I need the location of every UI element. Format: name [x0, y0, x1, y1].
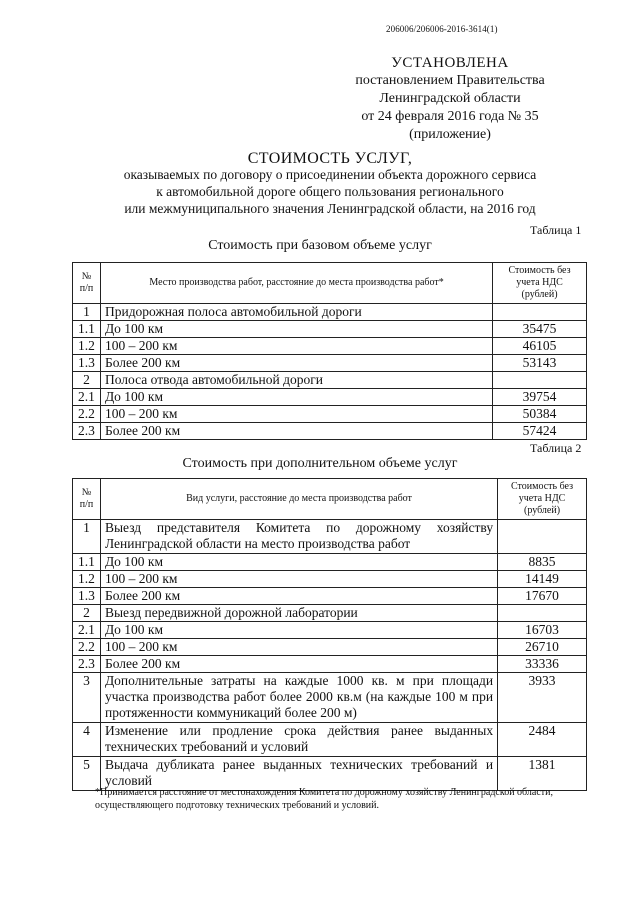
- cell-cost: [498, 520, 587, 554]
- table-row: [73, 554, 587, 571]
- table2-header-cost: Стоимость без учета НДС (рублей): [498, 479, 587, 520]
- cell-desc: Выезд передвижной дорожной лаборатории: [100, 605, 497, 622]
- subtitle-line-2: к автомобильной дороге общего пользования регионального: [156, 184, 504, 199]
- cell-cost: 16703: [498, 622, 587, 639]
- cell-num: 1.3: [73, 588, 101, 605]
- cell-num: 1.3: [73, 355, 101, 372]
- table2-caption: Стоимость при дополнительном объеме услуг: [182, 456, 458, 471]
- cell-cost: 1381: [498, 757, 587, 791]
- table1-caption: Стоимость при базовом объеме услуг: [208, 238, 432, 253]
- cell-desc: Изменение или продление срока действия ранее выданных технических требований и условий: [100, 723, 497, 757]
- cell-cost: 33336: [498, 656, 587, 673]
- table-additional-services: [72, 478, 587, 791]
- cell-desc: До 100 км: [100, 622, 497, 639]
- cell-cost: 3933: [498, 673, 587, 723]
- cell-num: 2: [73, 372, 101, 389]
- cell-cost: 17670: [498, 588, 587, 605]
- cell-desc: Более 200 км: [100, 355, 492, 372]
- cell-desc: Дополнительные затраты на каждые 1000 кв. м при площади участка производства работ более 2000 кв.м (на каждые 100 м при протяженности коммуникаций более 200 м): [100, 673, 497, 723]
- table-row: [73, 372, 587, 389]
- cell-desc: 100 – 200 км: [100, 639, 497, 656]
- document-subtitle: [60, 166, 600, 217]
- table1-header-num: № п/п: [73, 263, 101, 304]
- table1-header-cost: Стоимость без учета НДС (рублей): [493, 263, 587, 304]
- table2-header-desc: Вид услуги, расстояние до места производства работ: [100, 479, 497, 520]
- cell-num: 3: [73, 673, 101, 723]
- table1-header-row: [73, 263, 587, 304]
- subtitle-line-3: или межмуниципального значения Ленинградской области, на 2016 год: [124, 201, 536, 216]
- cell-cost: 53143: [493, 355, 587, 372]
- cell-num: 1.1: [73, 554, 101, 571]
- cell-cost: 8835: [498, 554, 587, 571]
- cell-num: 1.2: [73, 571, 101, 588]
- table-row: [73, 639, 587, 656]
- approval-block: [300, 54, 600, 144]
- cell-desc: Полоса отвода автомобильной дороги: [100, 372, 492, 389]
- table-row: [73, 656, 587, 673]
- table-row: [73, 673, 587, 723]
- cell-cost: 50384: [493, 406, 587, 423]
- table-row: [73, 423, 587, 440]
- table-row: [73, 622, 587, 639]
- table-row: [73, 321, 587, 338]
- table-row: [73, 338, 587, 355]
- footnote: *Принимается расстояние от местонахождения Комитета по дорожному хозяйству Ленинградской области, осуществляющего подготовку технических требований и условий.: [95, 787, 553, 811]
- subtitle-line-1: оказываемых по договору о присоединении объекта дорожного сервиса: [123, 167, 537, 182]
- cell-desc: 100 – 200 км: [100, 406, 492, 423]
- table-row: [73, 406, 587, 423]
- cell-cost: [493, 372, 587, 389]
- approval-line-5: (приложение): [409, 127, 491, 142]
- cell-num: 2.2: [73, 639, 101, 656]
- cell-num: 2.1: [73, 389, 101, 406]
- table2-header-num: № п/п: [73, 479, 101, 520]
- table1-header-desc: Место производства работ, расстояние до места производства работ*: [100, 263, 492, 304]
- cell-num: 1.2: [73, 338, 101, 355]
- approval-line-2: постановлением Правительства: [355, 73, 545, 88]
- cell-desc: До 100 км: [100, 554, 497, 571]
- cell-desc: 100 – 200 км: [100, 338, 492, 355]
- approval-line-4: от 24 февраля 2016 года № 35: [361, 109, 539, 124]
- cell-desc: 100 – 200 км: [100, 571, 497, 588]
- table-row: [73, 605, 587, 622]
- cell-desc: Выдача дубликата ранее выданных технических требований и условий: [100, 757, 497, 791]
- cell-num: 1.1: [73, 321, 101, 338]
- cell-cost: 39754: [493, 389, 587, 406]
- table-base-services: [72, 262, 587, 440]
- cell-cost: 46105: [493, 338, 587, 355]
- cell-desc: Выезд представителя Комитета по дорожному хозяйству Ленинградской области на место производства работ: [100, 520, 497, 554]
- table-row: [73, 520, 587, 554]
- cell-num: 2.3: [73, 423, 101, 440]
- cell-num: 2.1: [73, 622, 101, 639]
- cell-cost: [498, 605, 587, 622]
- cell-desc: Более 200 км: [100, 588, 497, 605]
- cell-num: 5: [73, 757, 101, 791]
- cell-num: 1: [73, 520, 101, 554]
- cell-cost: 14149: [498, 571, 587, 588]
- cell-cost: [493, 304, 587, 321]
- cell-num: 4: [73, 723, 101, 757]
- table-row: [73, 389, 587, 406]
- cell-desc: Придорожная полоса автомобильной дороги: [100, 304, 492, 321]
- cell-desc: Более 200 км: [100, 656, 497, 673]
- table-row: [73, 355, 587, 372]
- cell-num: 2: [73, 605, 101, 622]
- approval-line-3: Ленинградской области: [379, 91, 521, 106]
- cell-desc: До 100 км: [100, 389, 492, 406]
- approval-line-1: УСТАНОВЛЕНА: [391, 55, 509, 71]
- cell-cost: 57424: [493, 423, 587, 440]
- table-row: [73, 723, 587, 757]
- cell-num: 2.2: [73, 406, 101, 423]
- cell-num: 1: [73, 304, 101, 321]
- cell-cost: 35475: [493, 321, 587, 338]
- cell-desc: Более 200 км: [100, 423, 492, 440]
- table-row: [73, 571, 587, 588]
- table-row: [73, 588, 587, 605]
- table1-label: Таблица 1: [530, 223, 582, 237]
- cell-cost: 26710: [498, 639, 587, 656]
- table-row: [73, 304, 587, 321]
- cell-cost: 2484: [498, 723, 587, 757]
- table2-header-row: [73, 479, 587, 520]
- table2-label: Таблица 2: [530, 441, 582, 455]
- cell-num: 2.3: [73, 656, 101, 673]
- document-id: 206006/206006-2016-3614(1): [386, 24, 498, 34]
- document-title: СТОИМОСТЬ УСЛУГ,: [247, 150, 413, 167]
- cell-desc: До 100 км: [100, 321, 492, 338]
